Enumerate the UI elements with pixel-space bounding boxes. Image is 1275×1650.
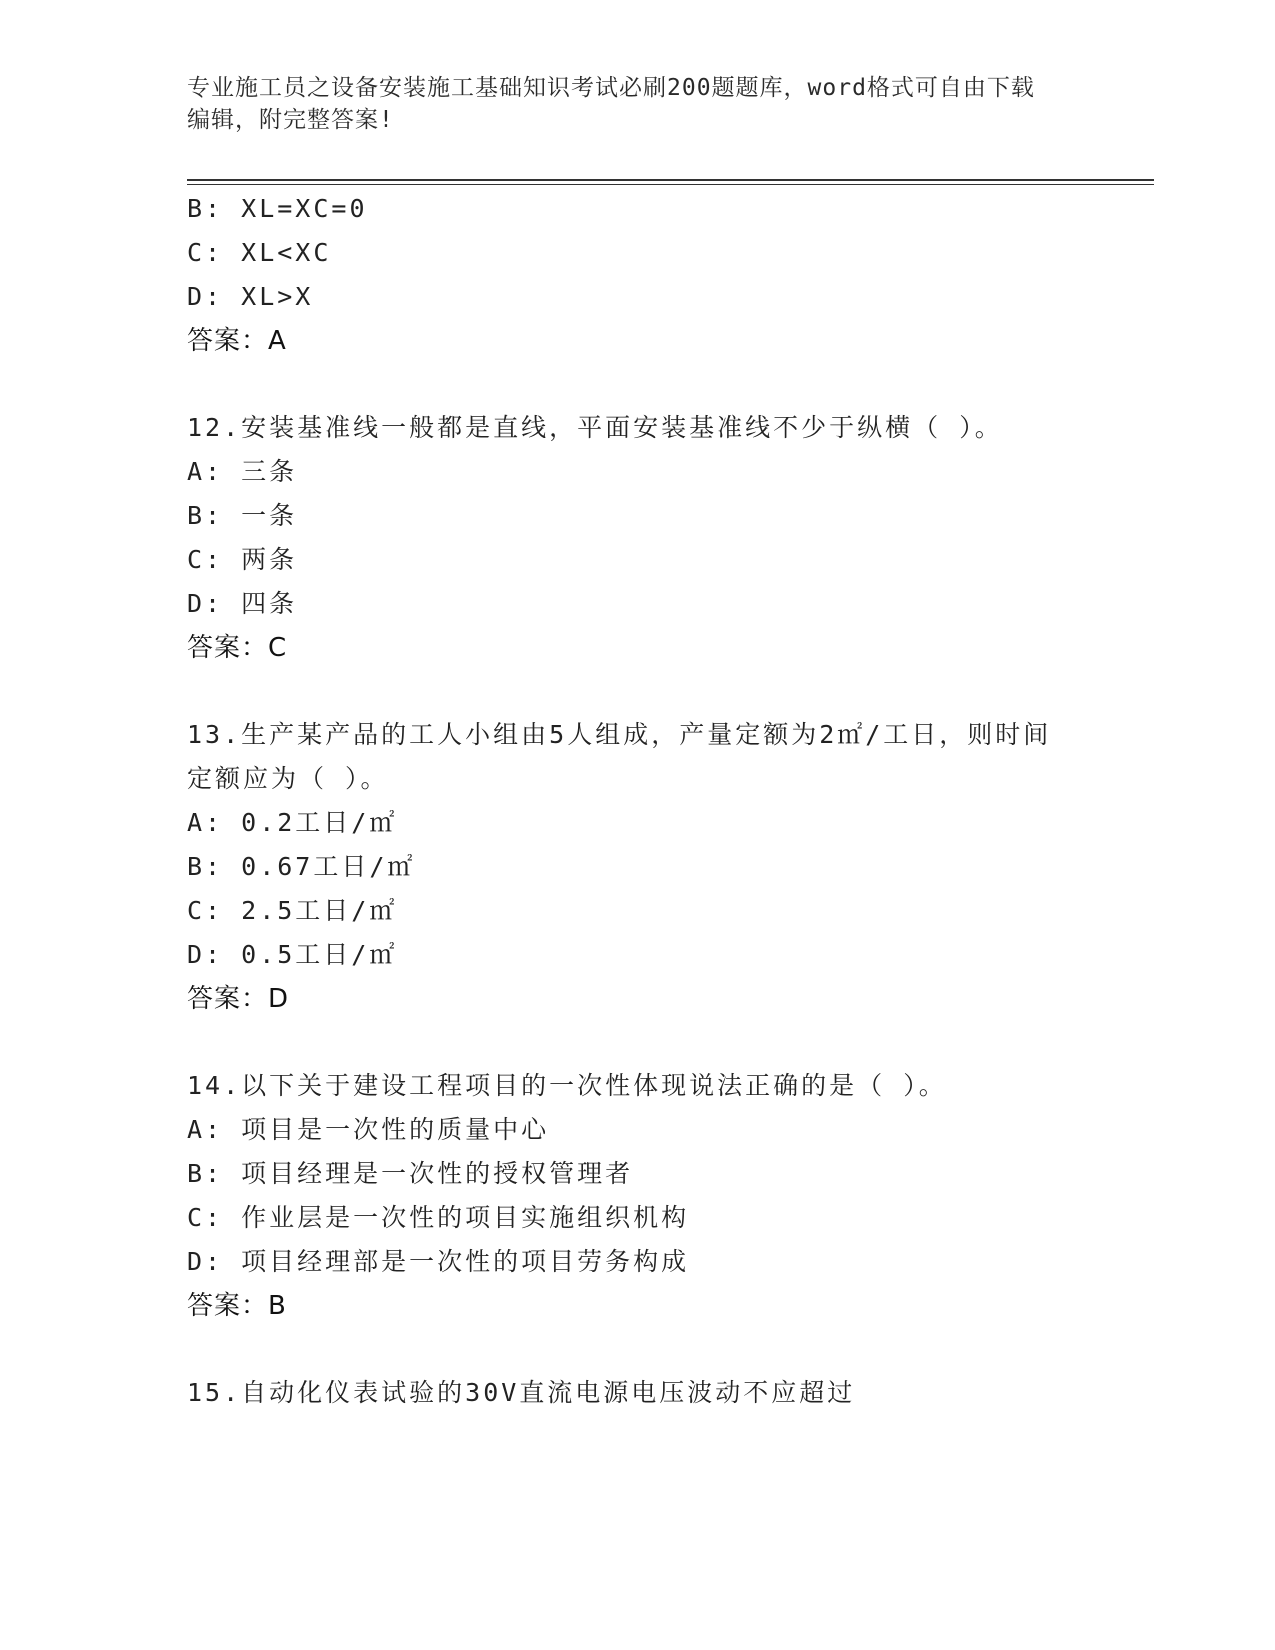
q13-option-d: D: 0.5工日/㎡: [187, 940, 398, 969]
q13-option-a: A: 0.2工日/㎡: [187, 808, 398, 837]
q12-option-c: C: 两条: [187, 545, 298, 574]
q11-option-b: B: XL=XC=0: [187, 194, 368, 223]
q14-option-c: C: 作业层是一次性的项目实施组织机构: [187, 1203, 690, 1232]
q14-answer: 答案：B: [187, 1291, 287, 1321]
q13-question-line-2: 定额应为（ ）。: [187, 764, 389, 793]
q11-option-d: D: XL>X: [187, 282, 314, 311]
q14-option-a: A: 项目是一次性的质量中心: [187, 1115, 550, 1144]
q14-question: 14.以下关于建设工程项目的一次性体现说法正确的是（ ）。: [187, 1071, 947, 1100]
q12-option-b: B: 一条: [187, 501, 298, 530]
header-title-line-2: 编辑，附完整答案!: [187, 107, 394, 133]
q14-option-b: B: 项目经理是一次性的授权管理者: [187, 1159, 634, 1188]
q13-option-c: C: 2.5工日/㎡: [187, 896, 398, 925]
q13-option-b: B: 0.67工日/㎡: [187, 852, 416, 881]
q11-option-c: C: XL<XC: [187, 238, 332, 267]
document-header: [187, 72, 1087, 136]
q12-option-d: D: 四条: [187, 589, 298, 618]
header-divider-thin: [187, 184, 1154, 185]
q12-answer: 答案：C: [187, 633, 288, 663]
q11-answer: 答案：A: [187, 326, 287, 356]
q13-question-line-1: 13.生产某产品的工人小组由5人组成，产量定额为2㎡/工日，则时间: [187, 720, 1052, 749]
q12-question: 12.安装基准线一般都是直线，平面安装基准线不少于纵横（ ）。: [187, 413, 1003, 442]
header-title-line-1: 专业施工员之设备安装施工基础知识考试必刷200题题库，word格式可自由下载: [187, 75, 1035, 101]
q15-question: 15.自动化仪表试验的30V直流电源电压波动不应超过: [187, 1378, 856, 1407]
q12-option-a: A: 三条: [187, 457, 298, 486]
header-divider-thick: [187, 179, 1154, 181]
q13-answer: 答案：D: [187, 984, 290, 1014]
q14-option-d: D: 项目经理部是一次性的项目劳务构成: [187, 1247, 690, 1276]
